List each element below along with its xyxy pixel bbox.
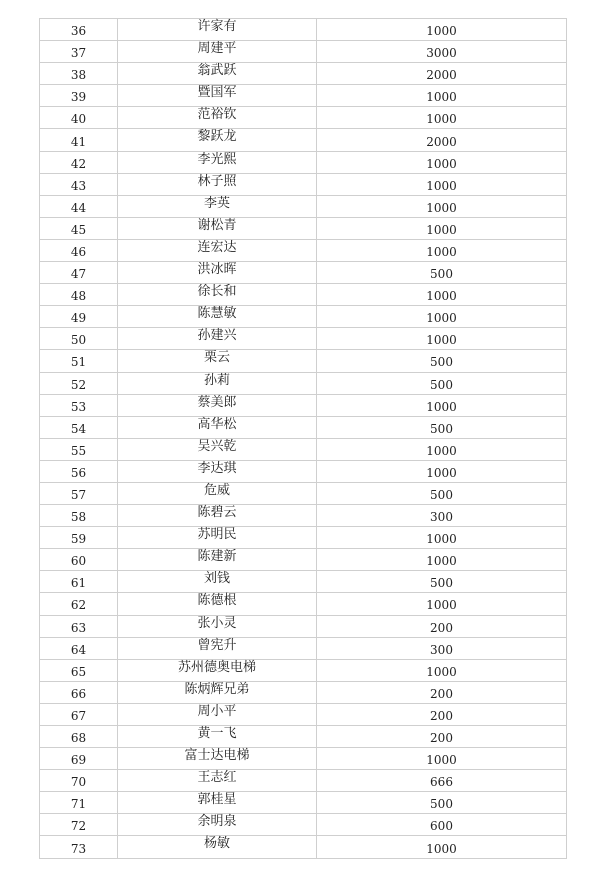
table-row (40, 681, 567, 703)
donor-name: 陈德根 (118, 593, 317, 615)
donor-name: 张小灵 (118, 615, 317, 637)
table-body (40, 19, 567, 859)
donation-amount: 1000 (317, 527, 567, 549)
row-number: 47 (40, 262, 118, 284)
row-number: 41 (40, 129, 118, 151)
table-row (40, 107, 567, 129)
donor-name: 李光熙 (118, 151, 317, 173)
table-row (40, 217, 567, 239)
donor-name: 黎跃龙 (118, 129, 317, 151)
donation-amount: 1000 (317, 748, 567, 770)
donor-name: 孙莉 (118, 372, 317, 394)
row-number: 38 (40, 63, 118, 85)
row-number: 70 (40, 770, 118, 792)
donor-name: 苏明民 (118, 527, 317, 549)
donation-amount: 1000 (317, 438, 567, 460)
donation-amount: 3000 (317, 41, 567, 63)
donation-amount: 2000 (317, 63, 567, 85)
table-row (40, 416, 567, 438)
row-number: 67 (40, 703, 118, 725)
table-row (40, 505, 567, 527)
donation-amount: 500 (317, 350, 567, 372)
donor-name: 蔡美郎 (118, 394, 317, 416)
donation-amount: 1000 (317, 239, 567, 261)
table-row (40, 195, 567, 217)
donation-amount: 200 (317, 726, 567, 748)
donation-amount: 500 (317, 416, 567, 438)
donation-amount: 200 (317, 615, 567, 637)
row-number: 44 (40, 195, 118, 217)
donation-amount: 300 (317, 505, 567, 527)
row-number: 51 (40, 350, 118, 372)
donor-name: 谢松青 (118, 217, 317, 239)
table-row (40, 703, 567, 725)
row-number: 46 (40, 239, 118, 261)
row-number: 64 (40, 637, 118, 659)
donation-amount: 1000 (317, 217, 567, 239)
row-number: 56 (40, 460, 118, 482)
row-number: 54 (40, 416, 118, 438)
table-row (40, 814, 567, 836)
row-number: 66 (40, 681, 118, 703)
row-number: 53 (40, 394, 118, 416)
table-row (40, 792, 567, 814)
donation-amount: 500 (317, 792, 567, 814)
table-row (40, 571, 567, 593)
donation-amount: 200 (317, 703, 567, 725)
table-row (40, 151, 567, 173)
donation-amount: 1000 (317, 284, 567, 306)
donation-amount: 666 (317, 770, 567, 792)
donation-amount: 600 (317, 814, 567, 836)
table-row (40, 659, 567, 681)
row-number: 69 (40, 748, 118, 770)
table-row (40, 41, 567, 63)
donation-table-sheet (39, 18, 566, 859)
donor-name: 陈碧云 (118, 505, 317, 527)
donation-amount: 1000 (317, 659, 567, 681)
row-number: 37 (40, 41, 118, 63)
donor-name: 李英 (118, 195, 317, 217)
row-number: 42 (40, 151, 118, 173)
table-row (40, 593, 567, 615)
table-row (40, 836, 567, 858)
row-number: 63 (40, 615, 118, 637)
donor-name: 李达琪 (118, 460, 317, 482)
table-row (40, 637, 567, 659)
row-number: 73 (40, 836, 118, 858)
donation-table (39, 18, 567, 859)
donor-name: 吴兴乾 (118, 438, 317, 460)
donation-amount: 1000 (317, 19, 567, 41)
row-number: 40 (40, 107, 118, 129)
row-number: 49 (40, 306, 118, 328)
donor-name: 曾宪升 (118, 637, 317, 659)
donor-name: 高华松 (118, 416, 317, 438)
donation-amount: 500 (317, 372, 567, 394)
donation-amount: 1000 (317, 306, 567, 328)
donor-name: 连宏达 (118, 239, 317, 261)
donor-name: 余明泉 (118, 814, 317, 836)
donor-name: 王志红 (118, 770, 317, 792)
donor-name: 栗云 (118, 350, 317, 372)
donation-amount: 1000 (317, 836, 567, 858)
row-number: 60 (40, 549, 118, 571)
donation-amount: 200 (317, 681, 567, 703)
donor-name: 郭桂星 (118, 792, 317, 814)
table-row (40, 63, 567, 85)
donation-amount: 1000 (317, 107, 567, 129)
donor-name: 暨国军 (118, 85, 317, 107)
row-number: 50 (40, 328, 118, 350)
table-row (40, 615, 567, 637)
donation-amount: 2000 (317, 129, 567, 151)
donation-amount: 500 (317, 571, 567, 593)
table-row (40, 394, 567, 416)
table-row (40, 770, 567, 792)
row-number: 43 (40, 173, 118, 195)
table-row (40, 748, 567, 770)
row-number: 39 (40, 85, 118, 107)
row-number: 65 (40, 659, 118, 681)
donation-amount: 1000 (317, 85, 567, 107)
table-row (40, 726, 567, 748)
donation-amount: 500 (317, 262, 567, 284)
row-number: 36 (40, 19, 118, 41)
table-row (40, 262, 567, 284)
donor-name: 陈建新 (118, 549, 317, 571)
row-number: 45 (40, 217, 118, 239)
donor-name: 黄一飞 (118, 726, 317, 748)
donation-amount: 1000 (317, 173, 567, 195)
donor-name: 翁武跃 (118, 63, 317, 85)
table-row (40, 460, 567, 482)
donation-amount: 500 (317, 482, 567, 504)
row-number: 68 (40, 726, 118, 748)
donation-amount: 1000 (317, 328, 567, 350)
donor-name: 富士达电梯 (118, 748, 317, 770)
donor-name: 孙建兴 (118, 328, 317, 350)
table-row (40, 482, 567, 504)
donation-amount: 1000 (317, 460, 567, 482)
table-row (40, 239, 567, 261)
donor-name: 许家有 (118, 19, 317, 41)
donor-name: 周建平 (118, 41, 317, 63)
table-row (40, 173, 567, 195)
table-row (40, 328, 567, 350)
donor-name: 陈炳辉兄弟 (118, 681, 317, 703)
row-number: 62 (40, 593, 118, 615)
row-number: 55 (40, 438, 118, 460)
donor-name: 周小平 (118, 703, 317, 725)
donor-name: 徐长和 (118, 284, 317, 306)
table-row (40, 19, 567, 41)
table-row (40, 85, 567, 107)
donor-name: 陈慧敏 (118, 306, 317, 328)
table-row (40, 549, 567, 571)
table-row (40, 284, 567, 306)
donor-name: 杨敏 (118, 836, 317, 858)
row-number: 61 (40, 571, 118, 593)
table-row (40, 306, 567, 328)
donor-name: 林子照 (118, 173, 317, 195)
table-row (40, 129, 567, 151)
donation-amount: 300 (317, 637, 567, 659)
row-number: 72 (40, 814, 118, 836)
row-number: 52 (40, 372, 118, 394)
table-row (40, 438, 567, 460)
donation-amount: 1000 (317, 549, 567, 571)
donation-amount: 1000 (317, 593, 567, 615)
donor-name: 苏州德奥电梯 (118, 659, 317, 681)
donor-name: 范裕钦 (118, 107, 317, 129)
donation-amount: 1000 (317, 394, 567, 416)
row-number: 59 (40, 527, 118, 549)
donation-amount: 1000 (317, 151, 567, 173)
donor-name: 洪冰晖 (118, 262, 317, 284)
donor-name: 刘钱 (118, 571, 317, 593)
row-number: 57 (40, 482, 118, 504)
donor-name: 危威 (118, 482, 317, 504)
table-row (40, 527, 567, 549)
table-row (40, 350, 567, 372)
table-row (40, 372, 567, 394)
row-number: 58 (40, 505, 118, 527)
row-number: 71 (40, 792, 118, 814)
donation-amount: 1000 (317, 195, 567, 217)
row-number: 48 (40, 284, 118, 306)
